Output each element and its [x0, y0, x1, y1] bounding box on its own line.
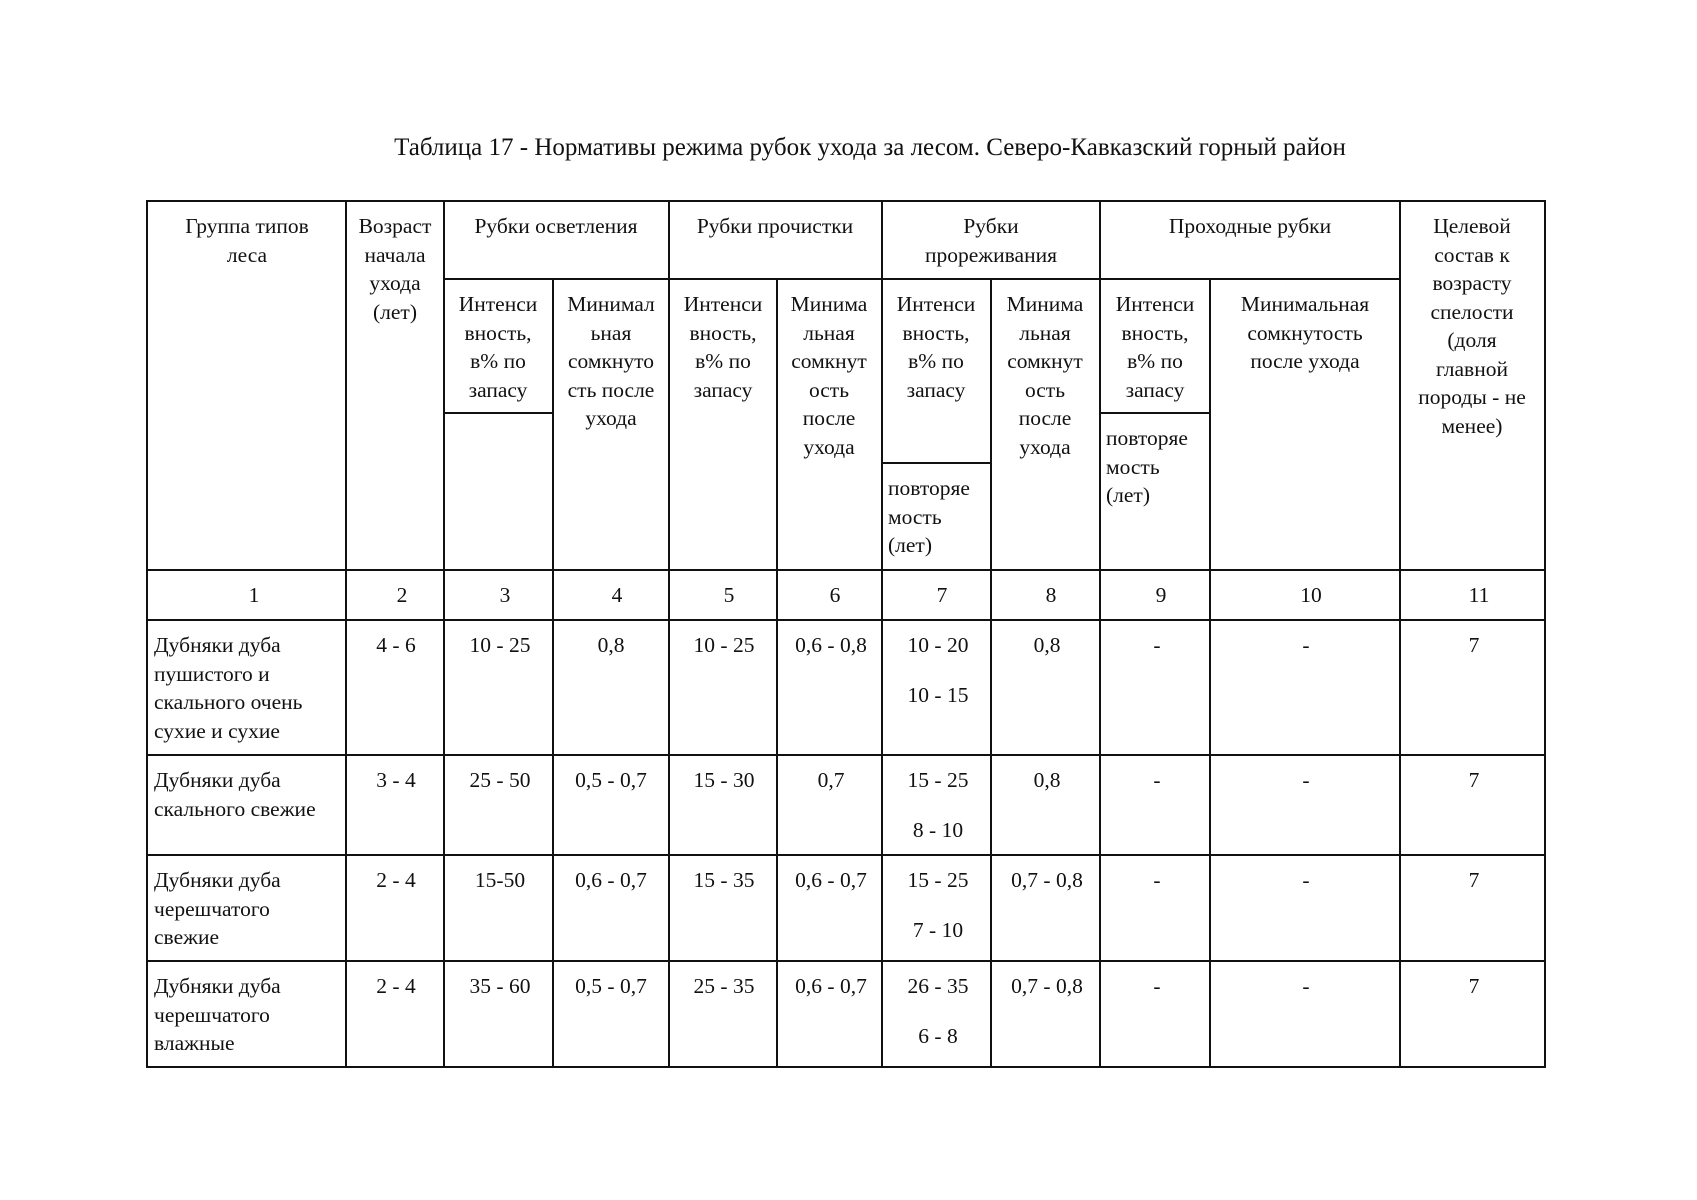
cell-int-prorezhivanie: 15 - 25	[907, 868, 969, 892]
row-group-name: Дубняки дуба черешчатого свежие	[154, 868, 281, 949]
cell-min-prokhodnye: -	[1302, 633, 1310, 657]
header-int-osvetlenie: Интенси вность, в% по запасу	[458, 292, 538, 402]
cell-min-prochistki: 0,6 - 0,7	[795, 974, 867, 998]
column-number: 8	[1045, 583, 1057, 607]
cell-int-prorezhivanie: 26 - 35	[907, 974, 969, 998]
column-number: 4	[611, 583, 623, 607]
cell-min-prokhodnye: -	[1302, 868, 1310, 892]
cell-min-prochistki: 0,6 - 0,8	[795, 633, 867, 657]
cell-int-prokhodnye: -	[1153, 633, 1161, 657]
header-int-prochistki: Интенси вность, в% по запасу	[683, 292, 763, 402]
cell-min-prorezhivanie: 0,8	[1033, 633, 1061, 657]
header-min-prochistki: Минима льная сомкнут ость после ухода	[790, 292, 868, 459]
row-group-name: Дубняки дуба пушистого и скального очень сухие и сухие	[154, 633, 303, 743]
header-min-prokhodnye: Минимальная сомкнутость после ухода	[1240, 292, 1370, 373]
cell-int-prochistki: 10 - 25	[693, 633, 755, 657]
header-target: Целевой состав к возрасту спелости (доля главной породы - не менее)	[1418, 214, 1526, 438]
cell-age: 2 - 4	[376, 868, 416, 892]
cell-int-osvetlenie: 10 - 25	[469, 633, 531, 657]
header-group: Группа типов леса	[185, 214, 309, 267]
cell-min-prokhodnye: -	[1302, 974, 1310, 998]
column-number: 10	[1300, 583, 1322, 607]
header-min-prorezhivanie: Минима льная сомкнут ость после ухода	[1006, 292, 1084, 459]
header-prochistki: Рубки прочистки	[696, 214, 854, 238]
cell-target: 7	[1468, 868, 1480, 892]
cell-min-osvetlenie: 0,5 - 0,7	[575, 768, 647, 792]
cell-int-prorezhivanie: 10 - 20	[907, 633, 969, 657]
cell-int-prochistki: 15 - 35	[693, 868, 755, 892]
row-group-name: Дубняки дуба скального свежие	[154, 768, 316, 821]
table-title: Таблица 17 - Нормативы режима рубок ухода за лесом. Северо-Кавказский горный район	[394, 134, 1346, 161]
cell-min-osvetlenie: 0,6 - 0,7	[575, 868, 647, 892]
header-int-prokhodnye: Интенси вность, в% по запасу	[1115, 292, 1195, 402]
header-age: Возраст начала ухода (лет)	[358, 214, 432, 324]
column-number: 7	[936, 583, 948, 607]
cell-min-osvetlenie: 0,5 - 0,7	[575, 974, 647, 998]
cell-min-prorezhivanie: 0,7 - 0,8	[1011, 974, 1083, 998]
cell-min-prorezhivanie: 0,8	[1033, 768, 1061, 792]
row-group-name: Дубняки дуба черешчатого влажные	[154, 974, 281, 1055]
column-number: 1	[248, 583, 260, 607]
header-prorezhivanie: Рубки прореживания	[925, 214, 1057, 267]
column-number: 6	[829, 583, 841, 607]
cell-target: 7	[1468, 633, 1480, 657]
cell-target: 7	[1468, 974, 1480, 998]
cell-povt-prorezhivanie: 6 - 8	[918, 1024, 958, 1048]
header-prokhodnye: Проходные рубки	[1168, 214, 1332, 238]
cell-int-osvetlenie: 15-50	[474, 868, 526, 892]
header-osvetlenie: Рубки осветления	[474, 214, 638, 238]
column-number: 11	[1468, 583, 1490, 607]
column-number: 9	[1155, 583, 1167, 607]
cell-int-prokhodnye: -	[1153, 768, 1161, 792]
cell-int-prochistki: 15 - 30	[693, 768, 755, 792]
cell-int-prokhodnye: -	[1153, 868, 1161, 892]
cell-int-prochistki: 25 - 35	[693, 974, 755, 998]
cell-povt-prorezhivanie: 10 - 15	[907, 683, 969, 707]
cell-age: 2 - 4	[376, 974, 416, 998]
cell-min-prochistki: 0,7	[817, 768, 845, 792]
cell-int-prokhodnye: -	[1153, 974, 1161, 998]
cell-min-prokhodnye: -	[1302, 768, 1310, 792]
column-number: 3	[499, 583, 511, 607]
header-min-osvetlenie: Минимал ьная сомкнуто сть после ухода	[567, 292, 655, 430]
header-povt-prokhodnye: повторяе мость (лет)	[1106, 426, 1188, 507]
cell-povt-prorezhivanie: 8 - 10	[912, 818, 964, 842]
cell-age: 3 - 4	[376, 768, 416, 792]
cell-int-osvetlenie: 25 - 50	[469, 768, 531, 792]
cell-target: 7	[1468, 768, 1480, 792]
column-number: 2	[396, 583, 408, 607]
cell-int-osvetlenie: 35 - 60	[469, 974, 531, 998]
cell-povt-prorezhivanie: 7 - 10	[912, 918, 964, 942]
cell-min-prorezhivanie: 0,7 - 0,8	[1011, 868, 1083, 892]
column-number: 5	[723, 583, 735, 607]
cell-min-osvetlenie: 0,8	[597, 633, 625, 657]
header-povt-prorezhivanie: повторяе мость (лет)	[888, 476, 970, 557]
cell-age: 4 - 6	[376, 633, 416, 657]
cell-min-prochistki: 0,6 - 0,7	[795, 868, 867, 892]
cell-int-prorezhivanie: 15 - 25	[907, 768, 969, 792]
header-int-prorezhivanie: Интенси вность, в% по запасу	[896, 292, 976, 402]
